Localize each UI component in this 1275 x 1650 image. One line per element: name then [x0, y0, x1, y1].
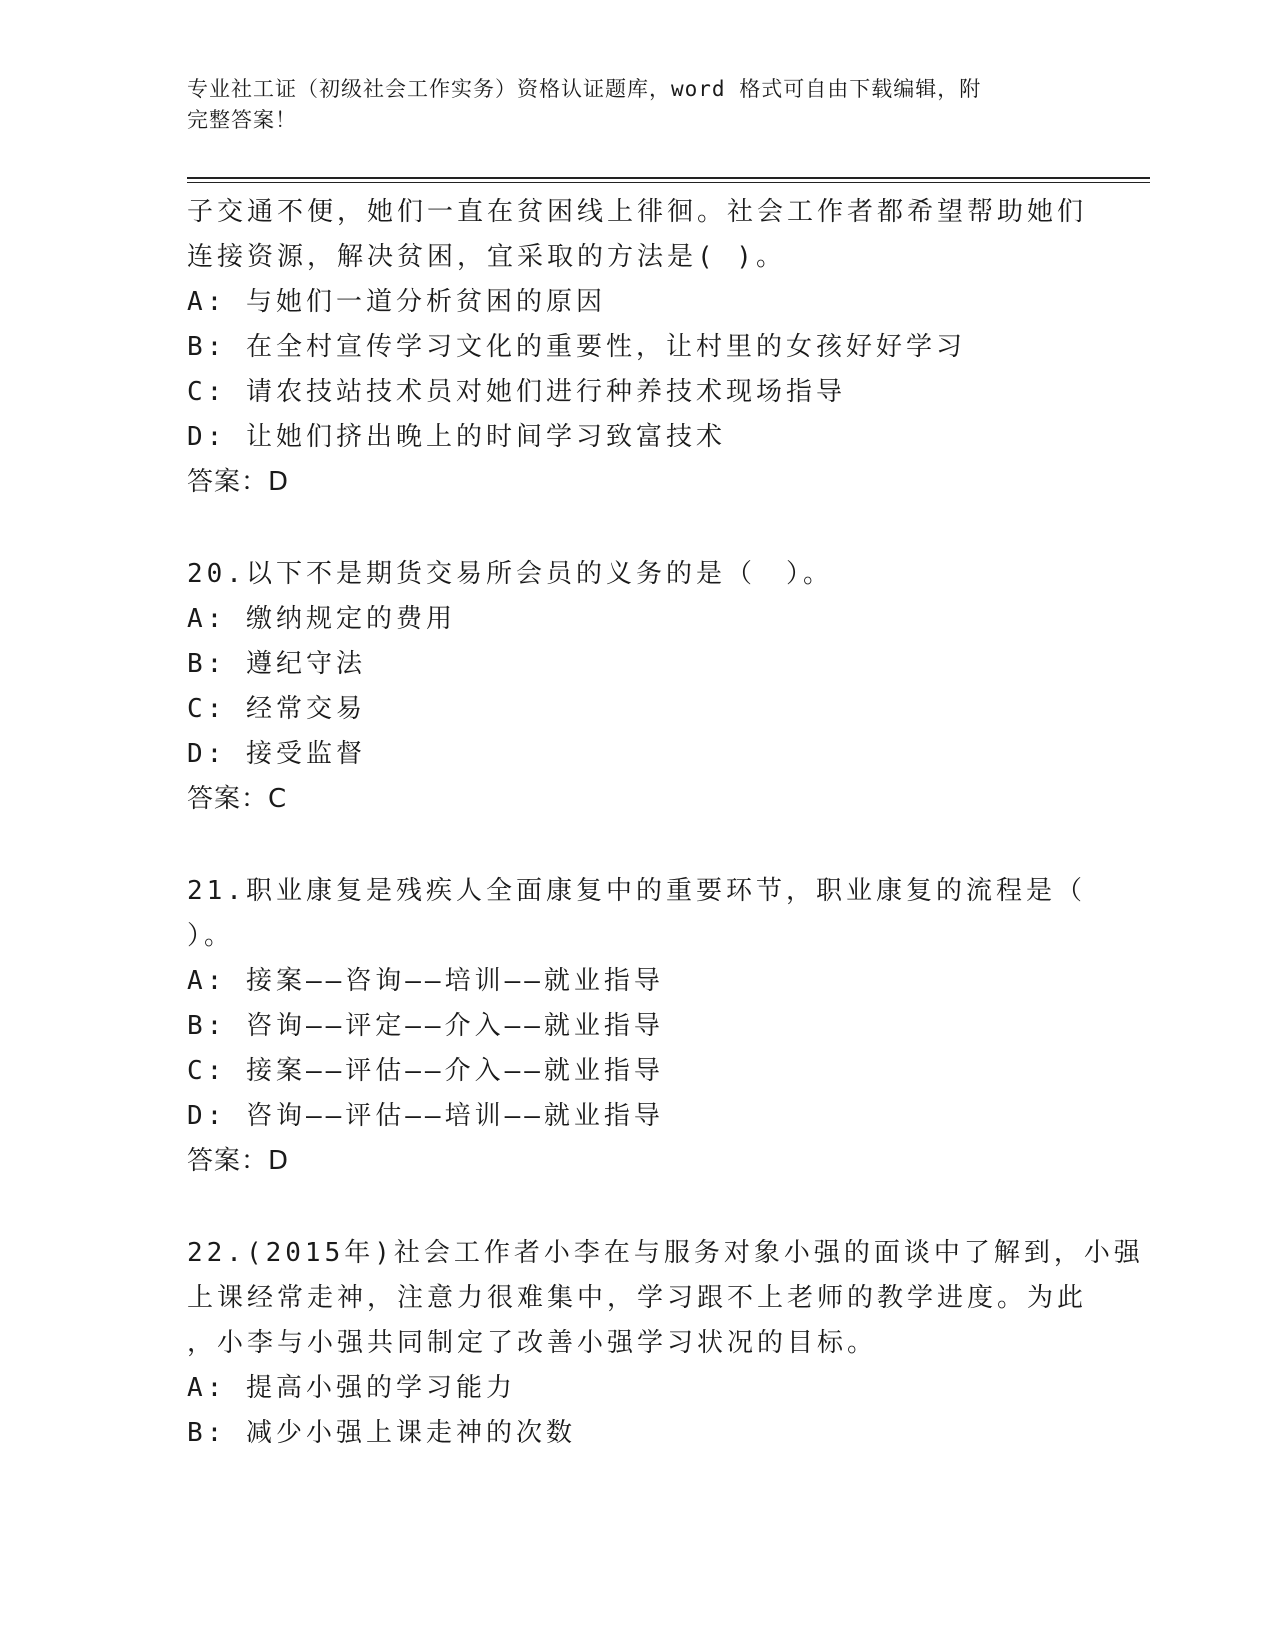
header-line-2: 完整答案！	[187, 108, 297, 132]
option-b: B: 咨询——评定——介入——就业指导	[187, 1011, 664, 1041]
option-b: B: 遵纪守法	[187, 649, 366, 679]
option-a: A: 缴纳规定的费用	[187, 604, 456, 634]
option-a: A: 接案——咨询——培训——就业指导	[187, 966, 664, 996]
question-stem: 21.职业康复是残疾人全面康复中的重要环节，职业康复的流程是（	[187, 876, 1086, 906]
option-b: B: 减少小强上课走神的次数	[187, 1418, 576, 1448]
question-stem: ，小李与小强共同制定了改善小强学习状况的目标。	[187, 1328, 878, 1358]
answer: 答案：D	[187, 467, 290, 497]
question-stem: 上课经常走神，注意力很难集中，学习跟不上老师的教学进度。为此	[187, 1283, 1088, 1313]
option-b: B: 在全村宣传学习文化的重要性，让村里的女孩好好学习	[187, 332, 966, 362]
option-a: A: 提高小强的学习能力	[187, 1373, 516, 1403]
option-d: D: 咨询——评估——培训——就业指导	[187, 1101, 664, 1131]
header-rule-thin	[187, 182, 1150, 183]
question-stem: 20.以下不是期货交易所会员的义务的是（ ）。	[187, 559, 833, 589]
question-22	[187, 1231, 1144, 1456]
question-stem: 子交通不便，她们一直在贫困线上徘徊。社会工作者都希望帮助她们	[187, 197, 1088, 227]
header-line-1: 专业社工证（初级社会工作实务）资格认证题库，word 格式可自由下载编辑，附	[187, 77, 982, 101]
option-d: D: 接受监督	[187, 739, 366, 769]
question-stem: 22.(2015年)社会工作者小李在与服务对象小强的面谈中了解到，小强	[187, 1238, 1144, 1268]
question-stem: ）。	[187, 921, 235, 951]
answer: 答案：C	[187, 784, 288, 814]
question-content	[187, 190, 1144, 1456]
option-c: C: 请农技站技术员对她们进行种养技术现场指导	[187, 377, 846, 407]
answer: 答案：D	[187, 1146, 290, 1176]
question-21	[187, 869, 1087, 1184]
question-20	[187, 552, 1087, 822]
question-19	[187, 190, 1087, 505]
question-stem: 连接资源，解决贫困，宜采取的方法是( )。	[187, 242, 786, 272]
document-header	[187, 74, 1067, 136]
header-rule-thick	[187, 177, 1150, 179]
option-c: C: 接案——评估——介入——就业指导	[187, 1056, 664, 1086]
option-a: A: 与她们一道分析贫困的原因	[187, 287, 606, 317]
option-d: D: 让她们挤出晚上的时间学习致富技术	[187, 422, 726, 452]
option-c: C: 经常交易	[187, 694, 366, 724]
